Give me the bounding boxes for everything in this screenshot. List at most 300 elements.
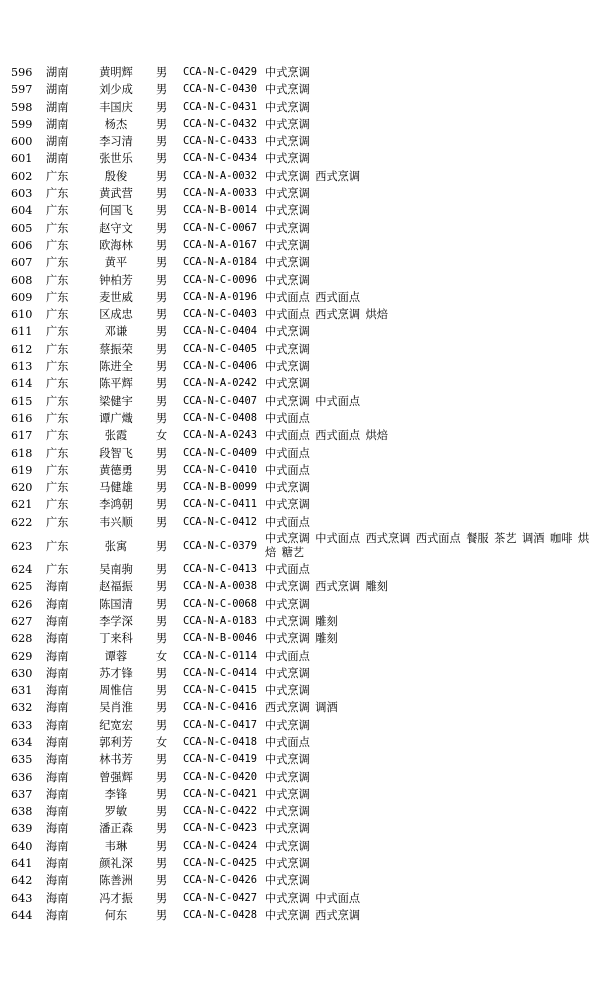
province-cell: 广东 — [46, 481, 69, 495]
province-cell: 海南 — [46, 891, 69, 905]
row-number: 614 — [11, 377, 33, 391]
province-cell: 海南 — [46, 597, 69, 611]
certificate-code-cell: CCA-N-C-0403 — [183, 308, 257, 321]
gender-cell: 男 — [156, 360, 168, 374]
name-cell: 韦琳 — [104, 839, 128, 853]
certificate-code-cell: CCA-N-C-0407 — [183, 394, 257, 407]
row-number: 639 — [11, 822, 33, 836]
categories-cell: 中式烹调 — [265, 83, 310, 97]
categories-cell: 中式烹调 — [265, 256, 310, 270]
table-row — [0, 133, 600, 150]
name-cell: 蔡振荣 — [99, 342, 133, 356]
gender-cell: 男 — [156, 515, 168, 529]
categories-cell: 中式烹调 — [265, 117, 310, 131]
name-cell: 黄德勇 — [99, 463, 133, 477]
table-row — [0, 272, 600, 289]
table-row — [0, 393, 600, 410]
gender-cell: 男 — [156, 221, 168, 235]
gender-cell: 男 — [156, 135, 168, 149]
table-row — [0, 682, 600, 699]
row-number: 626 — [11, 597, 33, 611]
certificate-code-cell: CCA-N-C-0427 — [183, 891, 257, 904]
categories-cell: 中式烹调 西式烹调 雕刻 — [265, 580, 388, 594]
province-cell: 广东 — [46, 411, 69, 425]
gender-cell: 男 — [156, 325, 168, 339]
name-cell: 麦世威 — [99, 290, 133, 304]
province-cell: 广东 — [46, 498, 69, 512]
table-row — [0, 185, 600, 202]
province-cell: 广东 — [46, 273, 69, 287]
row-number: 622 — [11, 515, 33, 529]
gender-cell: 男 — [156, 238, 168, 252]
province-cell: 湖南 — [46, 135, 69, 149]
row-number: 635 — [11, 753, 33, 767]
name-cell: 杨杰 — [104, 117, 128, 131]
certificate-code-cell: CCA-N-C-0416 — [183, 701, 257, 714]
province-cell: 湖南 — [46, 83, 69, 97]
table-row — [0, 596, 600, 613]
province-cell: 广东 — [46, 563, 69, 577]
certificate-code-cell: CCA-N-A-0032 — [183, 169, 257, 182]
name-cell: 区成忠 — [99, 308, 133, 322]
certificate-code-cell: CCA-N-C-0067 — [183, 221, 257, 234]
province-cell: 海南 — [46, 632, 69, 646]
table-row — [0, 872, 600, 889]
table-row — [0, 341, 600, 358]
gender-cell: 男 — [156, 117, 168, 131]
province-cell: 广东 — [46, 377, 69, 391]
row-number: 599 — [11, 117, 33, 131]
province-cell: 广东 — [46, 515, 69, 529]
name-cell: 李习清 — [99, 135, 133, 149]
province-cell: 海南 — [46, 839, 69, 853]
row-number: 630 — [11, 666, 33, 680]
categories-cell: 中式面点 — [265, 411, 310, 425]
province-cell: 广东 — [46, 342, 69, 356]
name-cell: 欧海林 — [99, 238, 133, 252]
row-number: 638 — [11, 805, 33, 819]
categories-cell: 中式面点 西式面点 烘焙 — [265, 429, 388, 443]
certificate-code-cell: CCA-N-C-0419 — [183, 753, 257, 766]
row-number: 637 — [11, 787, 33, 801]
name-cell: 潘正森 — [99, 822, 133, 836]
row-number: 613 — [11, 360, 33, 374]
gender-cell: 男 — [156, 290, 168, 304]
row-number: 640 — [11, 839, 33, 853]
row-number: 597 — [11, 83, 33, 97]
gender-cell: 男 — [156, 891, 168, 905]
table-row — [0, 254, 600, 271]
row-number: 632 — [11, 701, 33, 715]
name-cell: 曾强辉 — [99, 770, 133, 784]
row-number: 602 — [11, 169, 33, 183]
table-row — [0, 665, 600, 682]
province-cell: 海南 — [46, 770, 69, 784]
name-cell: 李锋 — [104, 787, 128, 801]
province-cell: 广东 — [46, 169, 69, 183]
province-cell: 广东 — [46, 187, 69, 201]
name-cell: 罗敏 — [104, 805, 128, 819]
name-cell: 刘少成 — [99, 83, 133, 97]
name-cell: 韦兴顺 — [99, 515, 133, 529]
table-row — [0, 220, 600, 237]
certificate-code-cell: CCA-N-A-0038 — [183, 580, 257, 593]
name-cell: 钟柏芳 — [99, 273, 133, 287]
name-cell: 陈善洲 — [99, 874, 133, 888]
gender-cell: 男 — [156, 787, 168, 801]
row-number: 620 — [11, 481, 33, 495]
province-cell: 广东 — [46, 540, 69, 554]
row-number: 628 — [11, 632, 33, 646]
province-cell: 广东 — [46, 308, 69, 322]
certificate-code-cell: CCA-N-C-0432 — [183, 117, 257, 130]
table-row — [0, 803, 600, 820]
province-cell: 海南 — [46, 822, 69, 836]
province-cell: 海南 — [46, 787, 69, 801]
certificate-code-cell: CCA-N-C-0429 — [183, 66, 257, 78]
gender-cell: 男 — [156, 563, 168, 577]
categories-cell: 中式烹调 — [265, 857, 310, 871]
categories-cell: 中式面点 — [265, 563, 310, 577]
certificate-code-cell: CCA-N-A-0167 — [183, 238, 257, 251]
categories-cell: 中式烹调 雕刻 — [265, 614, 338, 628]
row-number: 641 — [11, 857, 33, 871]
gender-cell: 男 — [156, 701, 168, 715]
province-cell: 海南 — [46, 908, 69, 922]
province-cell: 广东 — [46, 256, 69, 270]
gender-cell: 男 — [156, 822, 168, 836]
province-cell: 海南 — [46, 735, 69, 749]
certificate-code-cell: CCA-N-A-0184 — [183, 256, 257, 269]
certificate-code-cell: CCA-N-B-0014 — [183, 204, 257, 217]
table-row — [0, 717, 600, 734]
table-row — [0, 410, 600, 427]
certificate-code-cell: CCA-N-A-0196 — [183, 290, 257, 303]
gender-cell: 男 — [156, 580, 168, 594]
table-row — [0, 323, 600, 340]
table-row — [0, 890, 600, 907]
categories-cell: 中式烹调 — [265, 187, 310, 201]
certificate-code-cell: CCA-N-C-0404 — [183, 325, 257, 338]
row-number: 633 — [11, 718, 33, 732]
row-number: 609 — [11, 290, 33, 304]
gender-cell: 男 — [156, 83, 168, 97]
gender-cell: 男 — [156, 273, 168, 287]
gender-cell: 男 — [156, 874, 168, 888]
name-cell: 周惟信 — [99, 684, 133, 698]
row-number: 596 — [11, 66, 33, 79]
row-number: 598 — [11, 100, 33, 114]
name-cell: 赵守文 — [99, 221, 133, 235]
gender-cell: 男 — [156, 256, 168, 270]
province-cell: 广东 — [46, 238, 69, 252]
gender-cell: 男 — [156, 463, 168, 477]
certificate-code-cell: CCA-N-C-0406 — [183, 360, 257, 373]
categories-cell: 中式烹调 — [265, 481, 310, 495]
table-row — [0, 306, 600, 323]
certificate-code-cell: CCA-N-A-0033 — [183, 187, 257, 200]
name-cell: 何国飞 — [99, 204, 133, 218]
table-row — [0, 786, 600, 803]
categories-cell: 中式烹调 — [265, 66, 310, 79]
row-number: 606 — [11, 238, 33, 252]
certificate-code-cell: CCA-N-C-0412 — [183, 515, 257, 528]
name-cell: 苏才锋 — [99, 666, 133, 680]
name-cell: 陈国清 — [99, 597, 133, 611]
name-cell: 郭利芳 — [99, 735, 133, 749]
table-row — [0, 907, 600, 924]
province-cell: 广东 — [46, 290, 69, 304]
name-cell: 谭蓉 — [104, 649, 128, 663]
certificate-code-cell: CCA-N-C-0379 — [183, 540, 257, 553]
categories-cell: 中式烹调 — [265, 718, 310, 732]
categories-cell: 中式面点 — [265, 735, 310, 749]
categories-cell: 中式烹调 — [265, 342, 310, 356]
name-cell: 丰国庆 — [99, 100, 133, 114]
gender-cell: 男 — [156, 394, 168, 408]
gender-cell: 女 — [156, 649, 168, 663]
certificate-code-cell: CCA-N-C-0423 — [183, 822, 257, 835]
categories-cell: 中式烹调 — [265, 360, 310, 374]
province-cell: 海南 — [46, 874, 69, 888]
row-number: 618 — [11, 446, 33, 460]
table-row — [0, 168, 600, 185]
gender-cell: 女 — [156, 429, 168, 443]
name-cell: 吴肖淮 — [99, 701, 133, 715]
categories-cell: 中式烹调 — [265, 805, 310, 819]
row-number: 623 — [11, 540, 33, 554]
row-number: 617 — [11, 429, 33, 443]
province-cell: 湖南 — [46, 66, 69, 79]
table-row — [0, 81, 600, 98]
gender-cell: 男 — [156, 805, 168, 819]
categories-cell: 中式烹调 — [265, 822, 310, 836]
province-cell: 广东 — [46, 360, 69, 374]
certificate-code-cell: CCA-N-A-0242 — [183, 377, 257, 390]
categories-cell: 中式烹调 — [265, 498, 310, 512]
province-cell: 广东 — [46, 429, 69, 443]
categories-cell: 中式烹调 — [265, 204, 310, 218]
row-number: 616 — [11, 411, 33, 425]
table-row — [0, 855, 600, 872]
certificate-code-cell: CCA-N-C-0424 — [183, 839, 257, 852]
province-cell: 海南 — [46, 701, 69, 715]
certificate-code-cell: CCA-N-C-0405 — [183, 342, 257, 355]
categories-cell: 中式烹调 — [265, 874, 310, 888]
gender-cell: 男 — [156, 632, 168, 646]
categories-cell: 中式烹调 — [265, 152, 310, 166]
certificate-code-cell: CCA-N-C-0422 — [183, 805, 257, 818]
row-number: 605 — [11, 221, 33, 235]
gender-cell: 男 — [156, 614, 168, 628]
province-cell: 广东 — [46, 446, 69, 460]
row-number: 631 — [11, 684, 33, 698]
categories-cell: 中式面点 — [265, 515, 310, 529]
certificate-code-cell: CCA-N-B-0046 — [183, 632, 257, 645]
province-cell: 海南 — [46, 718, 69, 732]
province-cell: 海南 — [46, 805, 69, 819]
name-cell: 陈进全 — [99, 360, 133, 374]
certificate-code-cell: CCA-N-C-0408 — [183, 411, 257, 424]
row-number: 621 — [11, 498, 33, 512]
gender-cell: 男 — [156, 718, 168, 732]
row-number: 642 — [11, 874, 33, 888]
table-row — [0, 630, 600, 647]
categories-cell: 中式烹调 中式面点 — [265, 891, 361, 905]
province-cell: 广东 — [46, 221, 69, 235]
categories-cell: 中式面点 西式面点 — [265, 290, 361, 304]
certificate-code-cell: CCA-N-C-0415 — [183, 684, 257, 697]
categories-cell: 中式烹调 — [265, 666, 310, 680]
certificate-code-cell: CCA-N-C-0114 — [183, 649, 257, 662]
table-row — [0, 578, 600, 595]
province-cell: 广东 — [46, 463, 69, 477]
categories-cell: 西式烹调 调酒 — [265, 701, 338, 715]
categories-cell: 中式面点 — [265, 649, 310, 663]
name-cell: 黄武营 — [99, 187, 133, 201]
name-cell: 陈平辉 — [99, 377, 133, 391]
province-cell: 海南 — [46, 684, 69, 698]
name-cell: 张世乐 — [99, 152, 133, 166]
gender-cell: 男 — [156, 308, 168, 322]
gender-cell: 男 — [156, 666, 168, 680]
row-number: 629 — [11, 649, 33, 663]
name-cell: 黄明辉 — [99, 66, 133, 79]
name-cell: 马健雄 — [99, 481, 133, 495]
row-number: 608 — [11, 273, 33, 287]
province-cell: 广东 — [46, 394, 69, 408]
categories-cell: 中式烹调 西式烹调 — [265, 908, 361, 922]
row-number: 615 — [11, 394, 33, 408]
row-number: 612 — [11, 342, 33, 356]
province-cell: 湖南 — [46, 152, 69, 166]
province-cell: 海南 — [46, 614, 69, 628]
gender-cell: 男 — [156, 908, 168, 922]
categories-cell: 中式烹调 雕刻 — [265, 632, 338, 646]
name-cell: 吴南驹 — [99, 563, 133, 577]
province-cell: 海南 — [46, 649, 69, 663]
table-row — [0, 561, 600, 578]
row-number: 600 — [11, 135, 33, 149]
row-number: 634 — [11, 735, 33, 749]
table-row — [0, 751, 600, 768]
name-cell: 段智飞 — [99, 446, 133, 460]
categories-cell: 中式烹调 — [265, 684, 310, 698]
province-cell: 湖南 — [46, 117, 69, 131]
categories-cell: 中式烹调 — [265, 325, 310, 339]
certificate-code-cell: CCA-N-C-0431 — [183, 100, 257, 113]
table-row — [0, 289, 600, 306]
name-cell: 殷俊 — [104, 169, 128, 183]
certificate-code-cell: CCA-N-C-0430 — [183, 83, 257, 96]
certificate-code-cell: CCA-N-C-0068 — [183, 597, 257, 610]
categories-cell: 中式面点 西式烹调 烘焙 — [265, 308, 388, 322]
categories-cell: 中式烹调 中式面点 — [265, 394, 361, 408]
name-cell: 丁来科 — [99, 632, 133, 646]
gender-cell: 男 — [156, 169, 168, 183]
certificate-code-cell: CCA-N-C-0413 — [183, 563, 257, 576]
table-row — [0, 462, 600, 479]
table-row — [0, 427, 600, 444]
row-number: 619 — [11, 463, 33, 477]
province-cell: 广东 — [46, 325, 69, 339]
row-number: 643 — [11, 891, 33, 905]
row-number: 601 — [11, 152, 33, 166]
table-row — [0, 99, 600, 116]
name-cell: 李鸿朝 — [99, 498, 133, 512]
table-row — [0, 838, 600, 855]
row-number: 624 — [11, 563, 33, 577]
gender-cell: 男 — [156, 498, 168, 512]
gender-cell: 男 — [156, 857, 168, 871]
categories-cell: 中式烹调 — [265, 238, 310, 252]
categories-cell: 中式面点 — [265, 463, 310, 477]
roster-table — [0, 64, 600, 924]
gender-cell: 男 — [156, 342, 168, 356]
table-row — [0, 514, 600, 531]
row-number: 611 — [11, 325, 33, 339]
table-row — [0, 445, 600, 462]
gender-cell: 男 — [156, 187, 168, 201]
province-cell: 广东 — [46, 204, 69, 218]
gender-cell: 男 — [156, 377, 168, 391]
province-cell: 海南 — [46, 753, 69, 767]
gender-cell: 男 — [156, 481, 168, 495]
gender-cell: 男 — [156, 446, 168, 460]
gender-cell: 男 — [156, 411, 168, 425]
categories-cell: 中式烹调 — [265, 787, 310, 801]
province-cell: 海南 — [46, 857, 69, 871]
table-row — [0, 116, 600, 133]
table-row — [0, 820, 600, 837]
categories-cell: 中式烹调 中式面点 西式烹调 西式面点 餐服 茶艺 调酒 咖啡 烘焙 糖艺 — [265, 532, 590, 560]
row-number: 604 — [11, 204, 33, 218]
province-cell: 海南 — [46, 580, 69, 594]
name-cell: 冯才振 — [99, 891, 133, 905]
certificate-code-cell: CCA-N-A-0243 — [183, 429, 257, 442]
certificate-code-cell: CCA-N-C-0096 — [183, 273, 257, 286]
table-row — [0, 375, 600, 392]
name-cell: 颜礼深 — [99, 857, 133, 871]
categories-cell: 中式烹调 西式烹调 — [265, 169, 361, 183]
name-cell: 何东 — [104, 908, 128, 922]
table-row — [0, 613, 600, 630]
certificate-code-cell: CCA-N-C-0425 — [183, 857, 257, 870]
row-number: 603 — [11, 187, 33, 201]
row-number: 610 — [11, 308, 33, 322]
table-row — [0, 648, 600, 665]
name-cell: 赵福振 — [99, 580, 133, 594]
categories-cell: 中式烹调 — [265, 100, 310, 114]
row-number: 627 — [11, 614, 33, 628]
certificate-code-cell: CCA-N-C-0411 — [183, 498, 257, 511]
table-row — [0, 531, 600, 561]
table-row — [0, 479, 600, 496]
gender-cell: 男 — [156, 100, 168, 114]
certificate-code-cell: CCA-N-C-0418 — [183, 735, 257, 748]
name-cell: 林书芳 — [99, 753, 133, 767]
categories-cell: 中式烹调 — [265, 377, 310, 391]
gender-cell: 男 — [156, 684, 168, 698]
certificate-code-cell: CCA-N-C-0433 — [183, 135, 257, 148]
certificate-code-cell: CCA-N-C-0421 — [183, 787, 257, 800]
gender-cell: 女 — [156, 735, 168, 749]
categories-cell: 中式面点 — [265, 446, 310, 460]
table-row — [0, 237, 600, 254]
row-number: 644 — [11, 908, 33, 922]
name-cell: 李学深 — [99, 614, 133, 628]
province-cell: 海南 — [46, 666, 69, 680]
